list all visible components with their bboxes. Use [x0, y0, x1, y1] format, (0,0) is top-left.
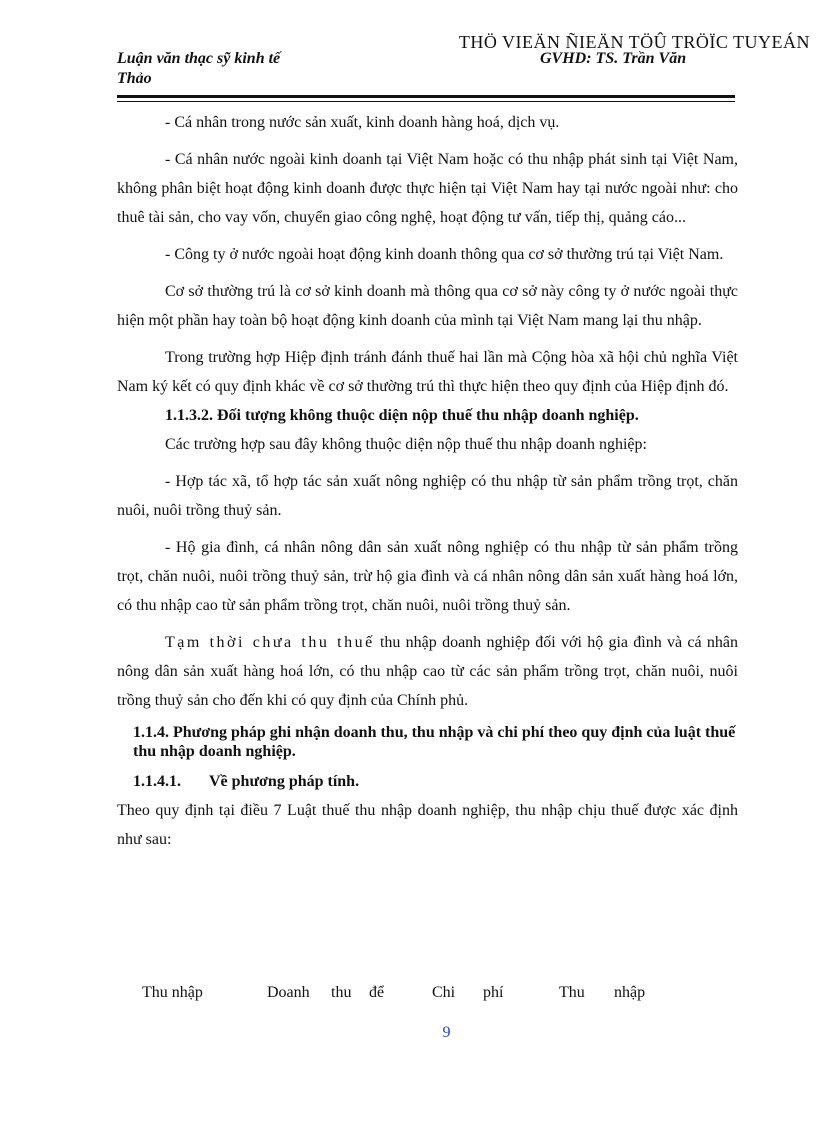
formula-term: để — [369, 984, 385, 1001]
paragraph-text: thu nhập doanh nghiệp đối với hộ gia đình và cá nhân nông dân sản xuất hàng hoá lớn, có thu nhập cao từ các sản phẩm trồng trọt, chăn nuôi, nuôi trồng thuỷ sản cho đến khi có quy định của Chính phủ. — [117, 634, 738, 709]
paragraph: - Cá nhân trong nước sản xuất, kinh doanh hàng hoá, dịch vụ. — [165, 114, 560, 131]
formula-term: Thu nhập — [142, 984, 203, 1001]
subsection-heading — [117, 767, 738, 796]
paragraph: Cơ sở thường trú là cơ sở kinh doanh mà thông qua cơ sở này công ty ở nước ngoài thực hiện một phần hay toàn bộ hoạt động kinh doanh của mình tại Việt Nam mang lại thu nhập. — [117, 283, 738, 329]
paragraph: - Hợp tác xã, tổ hợp tác sản xuất nông nghiệp có thu nhập từ sản phẩm trồng trọt, chăn nuôi, nuôi trồng thuỷ sản. — [117, 473, 738, 519]
spaced-text: Tạm thời chưa thu thuế — [165, 634, 375, 651]
paragraph: Các trường hợp sau đây không thuộc diện nộp thuế thu nhập doanh nghiệp: — [165, 436, 647, 453]
header-thesis-title: Luận văn thạc sỹ kinh tế — [117, 50, 281, 67]
formula-term: nhập — [614, 984, 646, 1001]
header-author-name: Thảo — [117, 70, 152, 87]
watermark-text: THÖ VIEÄN ÑIEÄN TÖÛ TRÖÏC TUYEÁN — [458, 32, 810, 52]
formula-term: Thu — [559, 984, 585, 1001]
header-supervisor: GVHD: TS. Trần Văn — [540, 50, 687, 67]
page-body — [117, 108, 738, 854]
subsection-title: Về phương pháp tính. — [209, 773, 360, 790]
formula-term: phí — [483, 984, 504, 1001]
formula-term: Chi — [432, 984, 456, 1001]
formula-term: thu — [331, 984, 352, 1001]
section-heading: 1.1.4. Phương pháp ghi nhận doanh thu, thu nhập và chi phí theo quy định của luật thuế thu nhập doanh nghiệp. — [133, 724, 736, 760]
header-rule-thick — [117, 95, 735, 98]
paragraph: Trong trường hợp Hiệp định tránh đánh thuế hai lần mà Cộng hòa xã hội chủ nghĩa Việt Nam ký kết có quy định khác về cơ sở thường trú thì thực hiện theo quy định của Hiệp định đó. — [117, 349, 738, 395]
paragraph: Theo quy định tại điều 7 Luật thuế thu nhập doanh nghiệp, thu nhập chịu thuế được xác định như sau: — [117, 802, 738, 848]
paragraph: - Cá nhân nước ngoài kinh doanh tại Việt Nam hoặc có thu nhập phát sinh tại Việt Nam, không phân biệt hoạt động kinh doanh được thực hiện tại Việt Nam hay tại nước ngoài như: cho thuê tài sản, cho vay vốn, chuyển giao công nghệ, hoạt động tư vấn, tiếp thị, quảng cáo... — [117, 151, 738, 226]
page-number: 9 — [442, 1024, 451, 1041]
paragraph — [117, 628, 738, 715]
formula-term: Doanh — [267, 984, 310, 1001]
header-rule-thin — [117, 101, 735, 102]
paragraph: - Hộ gia đình, cá nhân nông dân sản xuất nông nghiệp có thu nhập từ sản phẩm trồng trọt, chăn nuôi, nuôi trồng thuỷ sản, trừ hộ gia đình và cá nhân nông dân sản xuất hàng hoá lớn, có thu nhập cao từ sản phẩm trồng trọt, chăn nuôi, nuôi trồng thuỷ sản. — [117, 539, 738, 614]
subsection-number: 1.1.4.1. — [133, 773, 181, 790]
section-heading: 1.1.3.2. Đối tượng không thuộc diện nộp thuế thu nhập doanh nghiệp. — [165, 407, 639, 424]
paragraph: - Công ty ở nước ngoài hoạt động kinh doanh thông qua cơ sở thường trú tại Việt Nam. — [165, 246, 724, 263]
